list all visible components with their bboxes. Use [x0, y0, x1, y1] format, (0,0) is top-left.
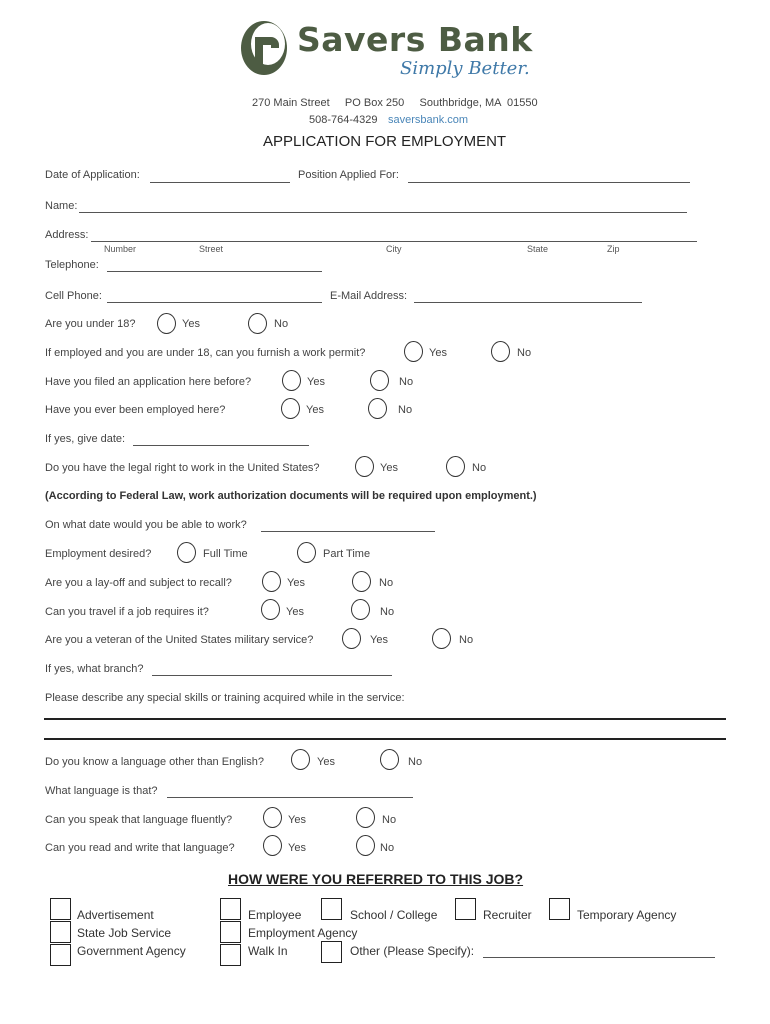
work-permit-question: If employed and you are under 18, can you furnish a work permit? [45, 347, 366, 359]
speak-fluently-yes-radio[interactable] [263, 807, 282, 828]
read-write-no-radio[interactable] [356, 835, 375, 856]
full-time-radio[interactable] [177, 542, 196, 563]
speak-fluently-no-radio[interactable] [356, 807, 375, 828]
travel-no-radio[interactable] [351, 599, 370, 620]
savers-bank-logo-icon [238, 17, 290, 77]
work-permit-yes-radio[interactable] [404, 341, 423, 362]
government-agency-checkbox[interactable] [50, 944, 71, 966]
which-language-label: What language is that? [45, 785, 158, 797]
other-language-no-label: No [408, 756, 423, 768]
legal-right-no-radio[interactable] [446, 456, 465, 477]
layoff-no-radio[interactable] [352, 571, 371, 592]
bank-phone: 508-764-4329 [309, 114, 378, 126]
telephone-label: Telephone: [45, 259, 99, 271]
special-skills-line-2[interactable] [44, 738, 726, 740]
temporary-agency-checkbox[interactable] [549, 898, 570, 920]
other-language-yes-radio[interactable] [291, 749, 310, 770]
filed-before-no-label: No [399, 376, 414, 388]
layoff-question: Are you a lay-off and subject to recall? [45, 577, 232, 589]
state-job-service-label: State Job Service [77, 926, 172, 940]
filed-before-no-radio[interactable] [370, 370, 389, 391]
read-write-question: Can you read and write that language? [45, 842, 235, 854]
telephone-field[interactable] [107, 271, 322, 272]
speak-fluently-no-label: No [382, 814, 397, 826]
work-permit-no-label: No [517, 347, 532, 359]
school-college-label: School / College [350, 908, 438, 922]
other-checkbox[interactable] [321, 941, 342, 963]
name-field[interactable] [79, 212, 687, 213]
email-field[interactable] [414, 302, 642, 303]
walk-in-label: Walk In [248, 944, 288, 958]
under-18-question: Are you under 18? [45, 318, 136, 330]
employed-before-yes-label: Yes [306, 404, 324, 416]
employed-before-yes-radio[interactable] [281, 398, 300, 419]
bank-tagline: Simply Better. [400, 58, 530, 79]
full-time-label: Full Time [203, 548, 248, 560]
under-18-no-radio[interactable] [248, 313, 267, 334]
employed-before-no-label: No [398, 404, 413, 416]
school-college-checkbox[interactable] [321, 898, 342, 920]
address-zip-label: Zip [607, 244, 620, 254]
address-field[interactable] [91, 241, 697, 242]
travel-yes-radio[interactable] [261, 599, 280, 620]
address-number-label: Number [104, 244, 137, 254]
work-permit-yes-label: Yes [429, 347, 447, 359]
other-language-question: Do you know a language other than English? [45, 756, 264, 768]
bank-name: Savers Bank [297, 20, 533, 59]
other-label: Other (Please Specify): [350, 944, 475, 958]
other-specify-field[interactable] [483, 957, 715, 958]
read-write-yes-radio[interactable] [263, 835, 282, 856]
filed-before-question: Have you filed an application here before? [45, 376, 252, 388]
speak-fluently-question: Can you speak that language fluently? [45, 814, 233, 826]
bank-website-link[interactable]: saversbank.com [388, 114, 469, 126]
position-applied-label: Position Applied For: [298, 169, 399, 181]
employed-before-question: Have you ever been employed here? [45, 404, 226, 416]
part-time-radio[interactable] [297, 542, 316, 563]
other-language-yes-label: Yes [317, 756, 335, 768]
work-permit-no-radio[interactable] [491, 341, 510, 362]
special-skills-line-1[interactable] [44, 718, 726, 720]
federal-law-note: (According to Federal Law, work authorization documents will be required upon employment.) [45, 490, 537, 502]
legal-right-no-label: No [472, 462, 487, 474]
employee-checkbox[interactable] [220, 898, 241, 920]
advertisement-label: Advertisement [77, 908, 154, 922]
employed-before-no-radio[interactable] [368, 398, 387, 419]
layoff-no-label: No [379, 577, 394, 589]
if-yes-date-label: If yes, give date: [45, 433, 126, 445]
filed-before-yes-label: Yes [307, 376, 325, 388]
part-time-label: Part Time [323, 548, 371, 560]
employment-desired-question: Employment desired? [45, 548, 152, 560]
under-18-no-label: No [274, 318, 289, 330]
date-of-application-label: Date of Application: [45, 169, 140, 181]
email-label: E-Mail Address: [330, 290, 408, 302]
travel-question: Can you travel if a job requires it? [45, 606, 209, 618]
temporary-agency-label: Temporary Agency [577, 908, 677, 922]
walk-in-checkbox[interactable] [220, 944, 241, 966]
form-title: APPLICATION FOR EMPLOYMENT [263, 133, 507, 150]
address-street-label: Street [199, 244, 224, 254]
referral-title: HOW WERE YOU REFERRED TO THIS JOB? [228, 871, 524, 887]
other-language-no-radio[interactable] [380, 749, 399, 770]
date-of-application-field[interactable] [150, 182, 290, 183]
cell-phone-field[interactable] [107, 302, 322, 303]
if-yes-date-field[interactable] [133, 445, 309, 446]
advertisement-checkbox[interactable] [50, 898, 71, 920]
travel-no-label: No [380, 606, 395, 618]
under-18-yes-label: Yes [182, 318, 200, 330]
filed-before-yes-radio[interactable] [282, 370, 301, 391]
address-city-label: City [386, 244, 402, 254]
veteran-yes-label: Yes [370, 634, 388, 646]
cell-phone-label: Cell Phone: [45, 290, 102, 302]
read-write-yes-label: Yes [288, 842, 306, 854]
recruiter-checkbox[interactable] [455, 898, 476, 920]
start-date-question: On what date would you be able to work? [45, 519, 247, 531]
branch-field[interactable] [152, 675, 392, 676]
legal-right-question: Do you have the legal right to work in the United States? [45, 462, 320, 474]
speak-fluently-yes-label: Yes [288, 814, 306, 826]
layoff-yes-radio[interactable] [262, 571, 281, 592]
employment-agency-label: Employment Agency [248, 926, 358, 940]
layoff-yes-label: Yes [287, 577, 305, 589]
recruiter-label: Recruiter [483, 908, 532, 922]
position-applied-field[interactable] [408, 182, 690, 183]
start-date-field[interactable] [261, 531, 435, 532]
address-label: Address: [45, 229, 89, 241]
address-state-label: State [527, 244, 549, 254]
veteran-no-label: No [459, 634, 474, 646]
state-job-service-checkbox[interactable] [50, 921, 71, 943]
name-label: Name: [45, 200, 78, 212]
legal-right-yes-label: Yes [380, 462, 398, 474]
which-language-field[interactable] [167, 797, 413, 798]
branch-label: If yes, what branch? [45, 663, 144, 675]
travel-yes-label: Yes [286, 606, 304, 618]
under-18-yes-radio[interactable] [157, 313, 176, 334]
veteran-yes-radio[interactable] [342, 628, 361, 649]
employee-label: Employee [248, 908, 302, 922]
veteran-question: Are you a veteran of the United States military service? [45, 634, 314, 646]
veteran-no-radio[interactable] [432, 628, 451, 649]
employment-agency-checkbox[interactable] [220, 921, 241, 943]
legal-right-yes-radio[interactable] [355, 456, 374, 477]
special-skills-label: Please describe any special skills or training acquired while in the service: [45, 692, 405, 704]
government-agency-label: Government Agency [77, 944, 186, 958]
read-write-no-label: No [380, 842, 395, 854]
bank-address: 270 Main Street PO Box 250 Southbridge, MA 01550 [252, 97, 538, 109]
